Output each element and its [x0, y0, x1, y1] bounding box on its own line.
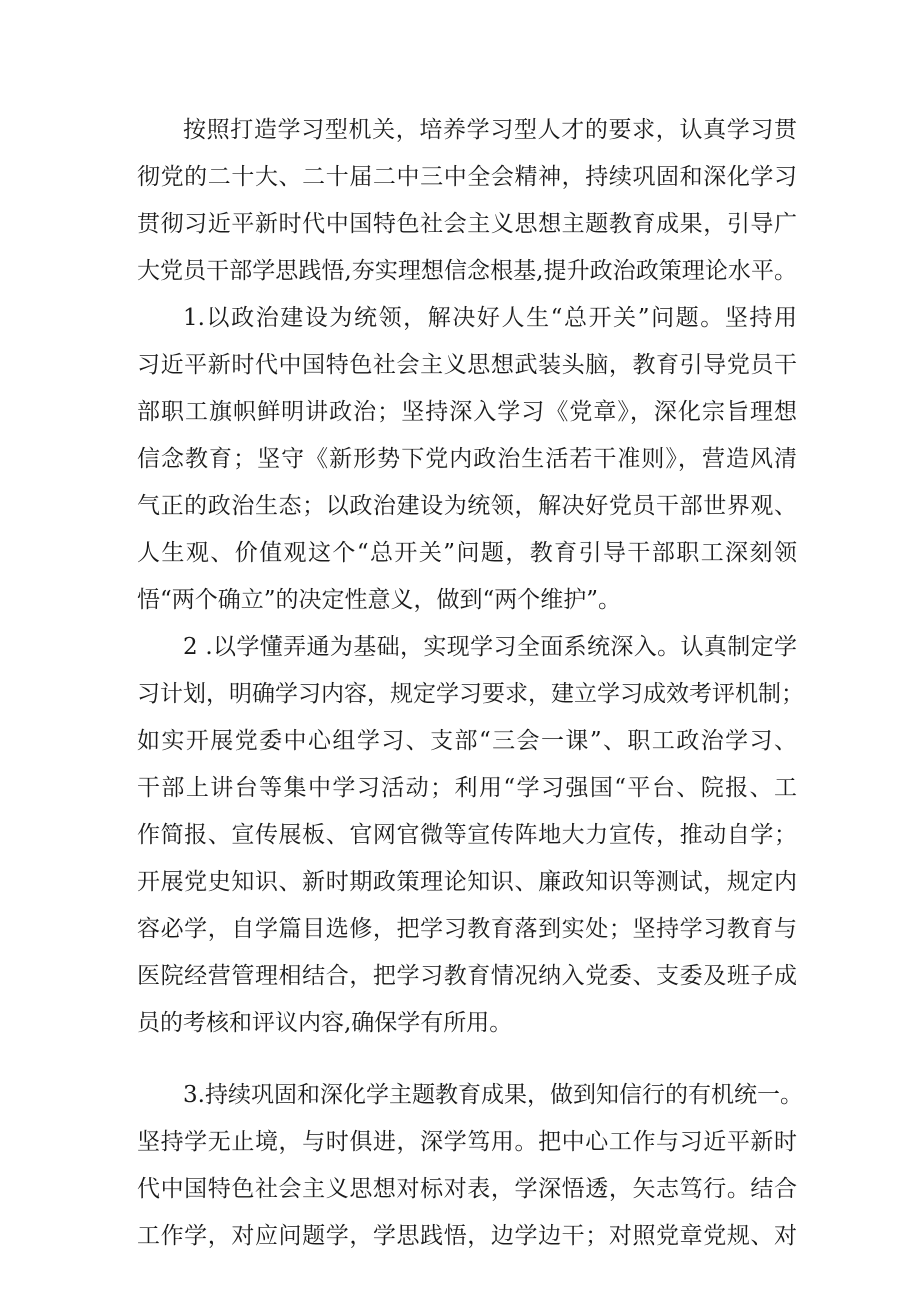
paragraph-3-line-3: 如实开展党委中心组学习、支部“三会一课”、职工政治学习、	[137, 728, 797, 754]
paragraph-3-line-4: 干部上讲台等集中学习活动；利用“学习强国“平台、院报、工	[137, 775, 797, 801]
paragraph-2-line-6: 人生观、价值观这个“总开关”问题，教育引导干部职工深刻领	[137, 540, 797, 566]
paragraph-2-line-1: 1.以政治建设为统领，解决好人生“总开关”问题。坚持用	[183, 305, 797, 331]
paragraph-4-line-3: 代中国特色社会主义思想对标对表，学深悟透，矢志笃行。结合	[137, 1176, 797, 1202]
paragraph-3-line-2: 习计划，明确学习内容，规定学习要求，建立学习成效考评机制；	[137, 681, 804, 707]
paragraph-3-line-1: 2 .以学懂弄通为基础，实现学习全面系统深入。认真制定学	[183, 634, 797, 660]
paragraph-3-line-6: 开展党史知识、新时期政策理论知识、廉政知识等测试，规定内	[137, 869, 797, 895]
paragraph-3-line-7: 容必学，自学篇目选修，把学习教育落到实处；坚持学习教育与	[137, 916, 797, 942]
paragraph-1-line-2: 彻党的二十大、二十届二中三中全会精神，持续巩固和深化学习	[137, 164, 797, 190]
paragraph-1-line-1: 按照打造学习型机关，培养学习型人才的要求，认真学习贯	[183, 117, 797, 143]
paragraph-4-line-2: 坚持学无止境，与时俱进，深学笃用。把中心工作与习近平新时	[137, 1129, 797, 1155]
paragraph-2-line-2: 习近平新时代中国特色社会主义思想武装头脑，教育引导党员干	[137, 352, 797, 378]
paragraph-2-line-3: 部职工旗帜鲜明讲政治；坚持深入学习《党章》，深化宗旨理想	[137, 399, 797, 425]
paragraph-3-line-5: 作简报、宣传展板、官网官微等宣传阵地大力宣传，推动自学；	[137, 822, 797, 848]
paragraph-2-line-5: 气正的政治生态；以政治建设为统领，解决好党员干部世界观、	[137, 493, 797, 519]
paragraph-4-line-4: 工作学，对应问题学，学思践悟，边学边干；对照党章党规、对	[137, 1223, 797, 1249]
paragraph-1-line-4: 大党员干部学思践悟,夯实理想信念根基,提升政治政策理论水平。	[137, 258, 797, 284]
paragraph-2-line-7: 悟“两个确立”的决定性意义，做到“两个维护”。	[137, 587, 622, 613]
paragraph-3-line-9: 员的考核和评议内容,确保学有所用。	[137, 1010, 513, 1036]
paragraph-4-line-1: 3.持续巩固和深化学主题教育成果，做到知信行的有机统一。	[183, 1082, 803, 1108]
paragraph-1-line-3: 贯彻习近平新时代中国特色社会主义思想主题教育成果，引导广	[137, 211, 797, 237]
paragraph-2-line-4: 信念教育；坚守《新形势下党内政治生活若干准则》，营造风清	[137, 446, 797, 472]
paragraph-3-line-8: 医院经营管理相结合，把学习教育情况纳入党委、支委及班子成	[137, 963, 797, 989]
